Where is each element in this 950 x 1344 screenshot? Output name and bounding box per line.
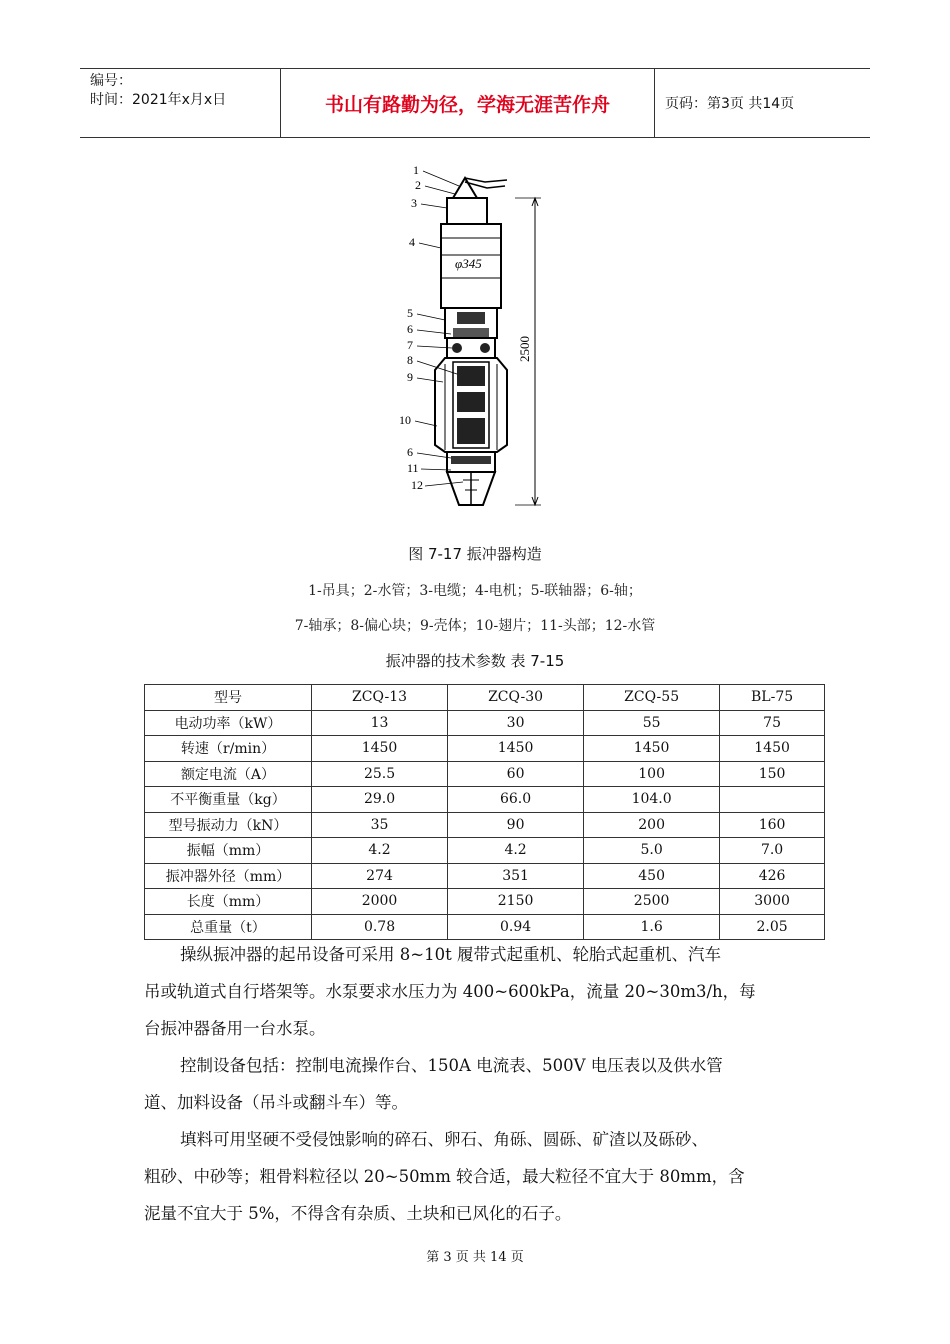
paragraph-line: 粗砂、中砂等；粗骨料粒径以 20~50mm 较合适，最大粒径不宜大于 80mm，含 [144,1167,745,1186]
callout-6: 6 [407,322,413,336]
paragraph-line: 道、加料设备（吊斗或翻斗车）等。 [144,1093,408,1112]
callout-7: 7 [407,338,413,352]
table-cell: 55 [584,710,720,736]
callout-9: 9 [407,370,413,384]
table-row [145,736,825,762]
table-cell: 450 [584,863,720,889]
table-cell: 1450 [584,736,720,762]
header-motto: 书山有路勤为径，学海无涯苦作舟 [280,69,655,137]
table-header-cell: ZCQ-55 [584,685,720,711]
table-row [145,812,825,838]
table-cell: 电动功率（kW） [145,710,312,736]
table-header-cell: BL-75 [720,685,825,711]
table-row [145,710,825,736]
table-cell: 29.0 [312,787,448,813]
table-cell: 351 [448,863,584,889]
callout-2: 2 [415,178,421,192]
table-cell: 426 [720,863,825,889]
paragraph-line: 吊或轨道式自行塔架等。水泵要求水压力为 400~600kPa，流量 20~30m3/h，每 [144,982,756,1001]
table-cell: 不平衡重量（kg） [145,787,312,813]
callout-8: 8 [407,353,413,367]
figure-title: 图 7-17 振冲器构造 [408,545,542,563]
figure-legend-line2: 7-轴承；8-偏心块；9-壳体；10-翅片；11-头部；12-水管 [294,618,656,634]
table-cell: 7.0 [720,838,825,864]
table-cell: 104.0 [584,787,720,813]
table-cell: 总重量（t） [145,914,312,940]
paragraph-text: 填料可用坚硬不受侵蚀影响的碎石、卵石、角砾、圆砾、矿渣以及砾砂、 [180,1130,708,1149]
callout-5: 5 [407,306,413,320]
table-header-cell: 型号 [145,685,312,711]
table-cell: 1450 [720,736,825,762]
table-row [145,889,825,915]
table-cell [720,787,825,813]
table-cell: 1.6 [584,914,720,940]
number-label: 编号： [90,73,132,89]
paragraph-text: 操纵振冲器的起吊设备可采用 8~10t 履带式起重机、轮胎式起重机、汽车 [180,945,721,964]
table-cell: 1450 [312,736,448,762]
paragraph-line [144,936,824,973]
callout-10: 10 [399,413,411,427]
header-meta [80,69,280,137]
paragraph-line: 泥量不宜大于 5%，不得含有杂质、土块和已风化的石子。 [144,1204,572,1223]
page-header [80,68,870,138]
diameter-label: φ345 [455,256,482,271]
callout-12: 12 [411,478,423,492]
table-header-row [145,685,825,711]
table-header-cell: ZCQ-30 [448,685,584,711]
table-row [145,787,825,813]
table-cell: 4.2 [448,838,584,864]
table-title: 振冲器的技术参数 表 7-15 [385,652,565,670]
vibroflot-diagram [395,160,555,515]
table-cell: 3000 [720,889,825,915]
table-cell: 2500 [584,889,720,915]
spec-table [144,684,825,940]
table-row [145,761,825,787]
table-cell: 0.78 [312,914,448,940]
paragraph-line [144,1121,824,1158]
table-cell: 60 [448,761,584,787]
time-label: 时间：2021年x月x日 [90,92,227,108]
table-cell: 25.5 [312,761,448,787]
table-cell: 4.2 [312,838,448,864]
page-footer: 第 3 页 共 14 页 [426,1250,524,1265]
table-header-cell: ZCQ-13 [312,685,448,711]
table-cell: 1450 [448,736,584,762]
table-cell: 274 [312,863,448,889]
paragraph-line [144,1047,824,1084]
paragraph-line: 台振冲器备用一台水泵。 [144,1019,326,1038]
table-cell: 35 [312,812,448,838]
table-cell: 型号振动力（kN） [145,812,312,838]
callout-6b: 6 [407,445,413,459]
table-cell: 200 [584,812,720,838]
table-cell: 额定电流（A） [145,761,312,787]
table-row [145,838,825,864]
callout-11: 11 [407,461,419,475]
table-cell: 13 [312,710,448,736]
callout-4: 4 [409,235,415,249]
paragraph-control-equipment [144,1047,824,1121]
callout-1: 1 [413,163,419,177]
table-cell: 160 [720,812,825,838]
table-cell: 2.05 [720,914,825,940]
table-cell: 75 [720,710,825,736]
table-cell: 150 [720,761,825,787]
table-row [145,863,825,889]
table-cell: 振冲器外径（mm） [145,863,312,889]
table-cell: 2150 [448,889,584,915]
table-cell: 振幅（mm） [145,838,312,864]
table-cell: 长度（mm） [145,889,312,915]
paragraph-text: 控制设备包括：控制电流操作台、150A 电流表、500V 电压表以及供水管 [180,1056,723,1075]
table-cell: 100 [584,761,720,787]
figure-legend-line1: 1-吊具；2-水管；3-电缆；4-电机；5-联轴器；6-轴； [308,583,642,599]
paragraph-filler-material [144,1121,824,1232]
table-cell: 0.94 [448,914,584,940]
table-cell: 90 [448,812,584,838]
table-cell: 转速（r/min） [145,736,312,762]
height-label: 2500 [517,336,532,362]
table-cell: 66.0 [448,787,584,813]
header-page-info: 页码：第3页 共14页 [665,96,795,112]
table-cell: 30 [448,710,584,736]
table-cell: 2000 [312,889,448,915]
table-cell: 5.0 [584,838,720,864]
paragraph-lifting-equipment [144,936,824,1047]
callout-3: 3 [411,196,417,210]
